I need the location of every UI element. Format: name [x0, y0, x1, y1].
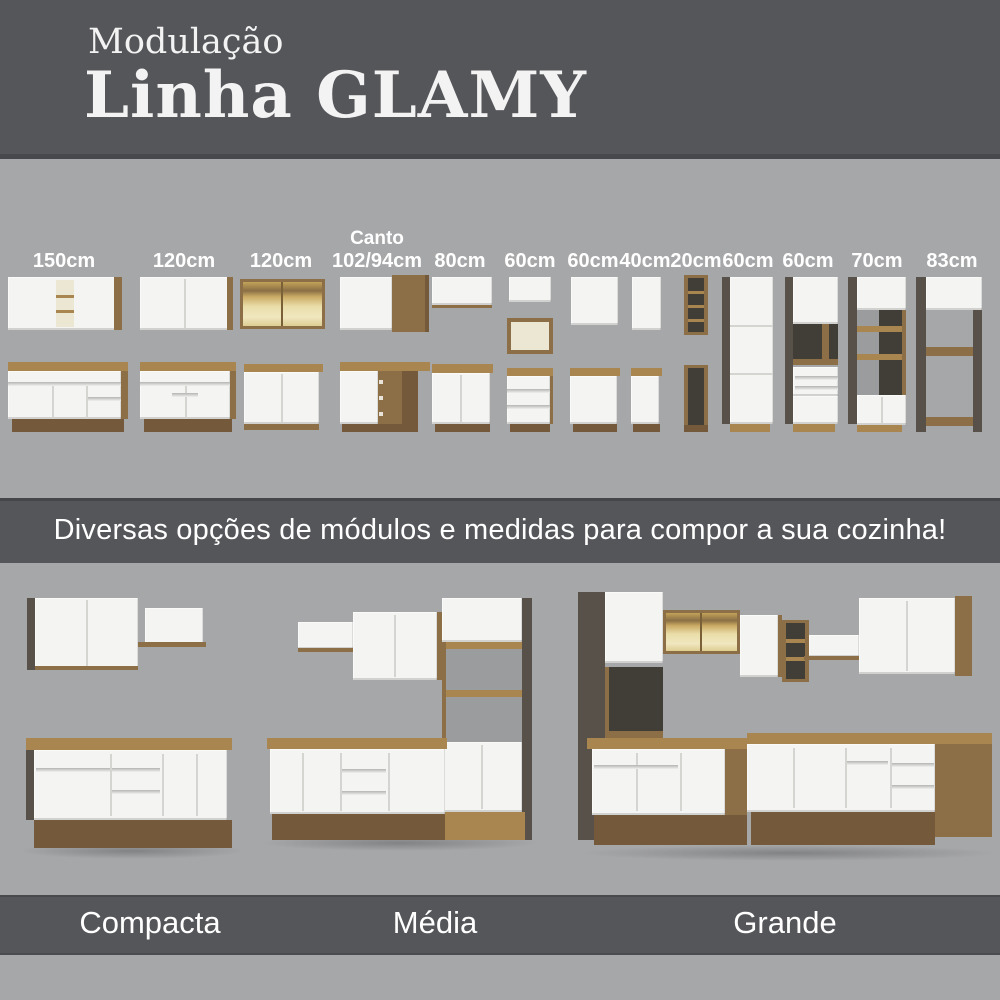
drawer-groove	[8, 382, 121, 386]
module-40cm	[631, 277, 662, 432]
plinth	[573, 424, 617, 432]
countertop	[587, 738, 747, 749]
tower-top-door	[605, 592, 663, 663]
kitchen-grande-graphic	[0, 563, 1000, 895]
hinge-dot	[379, 412, 383, 416]
corner-wood-panel	[392, 275, 425, 332]
door-seam	[730, 373, 773, 375]
wood-side-panel	[230, 371, 236, 419]
base-cabinet	[8, 371, 121, 419]
door-seam	[636, 753, 638, 811]
plinth	[510, 424, 550, 432]
drawer-groove	[847, 761, 888, 765]
door-seam	[680, 753, 682, 811]
drawer-handle	[88, 397, 121, 401]
hinge-dot	[379, 396, 383, 400]
corner-wood-edge	[425, 275, 429, 332]
countertop	[140, 362, 236, 371]
plinth	[857, 425, 902, 432]
wood-end-panel	[935, 744, 992, 837]
door-seam	[281, 282, 283, 326]
door-seam	[460, 375, 462, 422]
module-60cm	[570, 277, 620, 432]
open-shelf	[56, 280, 74, 327]
module-size-label: 60cm	[504, 250, 556, 272]
top-cabinet	[926, 277, 982, 310]
plinth	[342, 424, 418, 432]
module-83cm-open-frame	[916, 277, 982, 432]
door-seam	[185, 386, 187, 419]
base-cabinets	[747, 744, 935, 812]
door-seam	[730, 325, 773, 327]
module-150cm	[8, 277, 130, 432]
door-seam	[881, 397, 883, 423]
module-70cm-tall	[848, 277, 906, 432]
floor-shadow	[580, 845, 1000, 861]
door-seam	[52, 386, 54, 419]
kitchen-label-compacta: Compacta	[79, 905, 221, 940]
wall-cabinet	[140, 277, 233, 330]
shelf	[688, 305, 704, 308]
module-size-label: 83cm	[926, 250, 978, 272]
countertop	[244, 364, 323, 372]
door-seam	[281, 374, 283, 422]
plinth	[684, 425, 708, 432]
tower-niche	[605, 667, 663, 739]
module-60cm-oven-tower	[785, 277, 838, 432]
module-size-label-top: Canto	[350, 228, 404, 249]
base-cabinet	[340, 371, 378, 424]
drawer-groove	[795, 386, 838, 390]
module-size-label: 120cm	[152, 250, 216, 272]
shelf	[56, 310, 74, 313]
drawer-groove	[507, 405, 550, 409]
kitchen-labels-band	[0, 895, 1000, 955]
module-size-label: 40cm	[619, 250, 671, 272]
header-kicker: Modulação	[88, 22, 284, 62]
module-60cm-tall	[722, 277, 773, 432]
module-size-label: 70cm	[851, 250, 903, 272]
door-seam	[700, 613, 702, 651]
tall-cabinet-door	[793, 277, 838, 324]
shelf	[688, 319, 704, 322]
shelf	[688, 291, 704, 294]
door-seam	[890, 748, 892, 808]
wood-side-panel	[121, 371, 128, 419]
countertop	[507, 368, 553, 376]
corner-shelf-interior	[786, 623, 805, 679]
drawer-groove	[892, 785, 934, 789]
module-size-label: 102/94cm	[331, 250, 423, 272]
wall-cabinet	[571, 277, 618, 325]
module-size-label: 60cm	[782, 250, 834, 272]
countertop	[747, 733, 992, 744]
wood-end-panel	[955, 596, 972, 676]
wall-cabinet	[432, 277, 492, 305]
tall-cabinet-doors	[730, 277, 773, 424]
shelf	[56, 295, 74, 298]
plinth	[435, 424, 490, 432]
countertop	[432, 364, 493, 373]
folding-corner-door	[402, 371, 418, 424]
header	[0, 0, 1000, 159]
module-size-label: 60cm	[722, 250, 774, 272]
tall-cabinet-door	[857, 277, 906, 310]
wood-side-panel	[550, 376, 553, 424]
module-size-label: 80cm	[434, 250, 486, 272]
wall-cabinet	[740, 615, 778, 677]
kitchen-label-grande: Grande	[733, 905, 837, 940]
countertop	[631, 368, 662, 376]
open-base-interior	[688, 368, 704, 425]
wall-cabinet	[340, 277, 392, 330]
hinge-dot	[379, 380, 383, 384]
wall-cabinet	[509, 277, 551, 302]
base-cabinet	[570, 376, 617, 424]
base-cabinet	[631, 376, 659, 424]
cabinet-side-panel	[848, 277, 857, 424]
modules-section	[0, 158, 1000, 498]
frame-side-panel	[973, 310, 982, 432]
wood-shelf-edge	[804, 656, 862, 660]
shelf-edge	[902, 310, 906, 395]
base-cabinet	[507, 376, 550, 424]
wood-side-panel	[114, 277, 122, 330]
niche-shelf	[793, 359, 838, 365]
kitchen-label-media: Média	[392, 905, 478, 940]
module-canto	[340, 277, 430, 432]
shelf	[857, 354, 906, 360]
plinth	[730, 424, 770, 432]
niche-side	[822, 324, 829, 365]
module-80cm	[432, 277, 493, 432]
bridge-cabinet	[809, 635, 859, 657]
base-cabinets	[592, 749, 725, 815]
module-120cm	[140, 277, 236, 432]
frame-side-panel	[916, 277, 926, 432]
module-20cm	[684, 275, 708, 432]
niche-edge	[605, 667, 609, 739]
corner-post	[725, 749, 747, 819]
plinth	[12, 419, 124, 432]
shelf	[926, 417, 973, 426]
open-niche	[511, 322, 549, 350]
drawer-handle	[172, 393, 198, 397]
banner	[0, 498, 1000, 563]
cabinet-side-panel	[722, 277, 730, 424]
drawer-groove	[507, 389, 550, 393]
plinth	[751, 812, 935, 845]
door-seam	[793, 748, 795, 808]
wall-cabinet	[632, 277, 661, 330]
wood-edge	[432, 305, 492, 308]
module-60cm-niche	[507, 277, 553, 432]
countertop	[8, 362, 128, 371]
shelf	[786, 639, 805, 643]
module-size-label: 20cm	[670, 250, 722, 272]
plinth	[244, 424, 319, 430]
module-120cm-glass	[240, 279, 325, 430]
plinth	[793, 424, 835, 432]
drawer-groove	[795, 376, 838, 380]
shelf	[857, 326, 906, 332]
wood-side-panel	[227, 277, 233, 330]
countertop	[570, 368, 620, 376]
drawer-groove	[892, 763, 934, 767]
drawer-stack	[793, 367, 838, 396]
door-seam	[184, 279, 186, 328]
module-size-label: 150cm	[32, 250, 96, 272]
plinth	[633, 424, 660, 432]
plinth	[144, 419, 232, 432]
door-seam	[906, 601, 908, 671]
plinth	[594, 815, 747, 845]
countertop	[340, 362, 430, 371]
kitchens-section	[0, 563, 1000, 895]
banner-text: Diversas opções de módulos e medidas para compor a sua cozinha!	[53, 514, 947, 546]
page-title: Linha GLAMY	[84, 58, 587, 133]
shelf	[926, 347, 973, 356]
door-seam	[86, 386, 88, 419]
drawer-groove	[594, 765, 678, 769]
door-seam	[845, 748, 847, 808]
shelf	[786, 657, 805, 661]
module-size-label: 60cm	[567, 250, 619, 272]
module-size-label: 120cm	[249, 250, 313, 272]
cabinet-side-panel	[785, 277, 793, 424]
tall-cabinet-door	[793, 396, 838, 424]
